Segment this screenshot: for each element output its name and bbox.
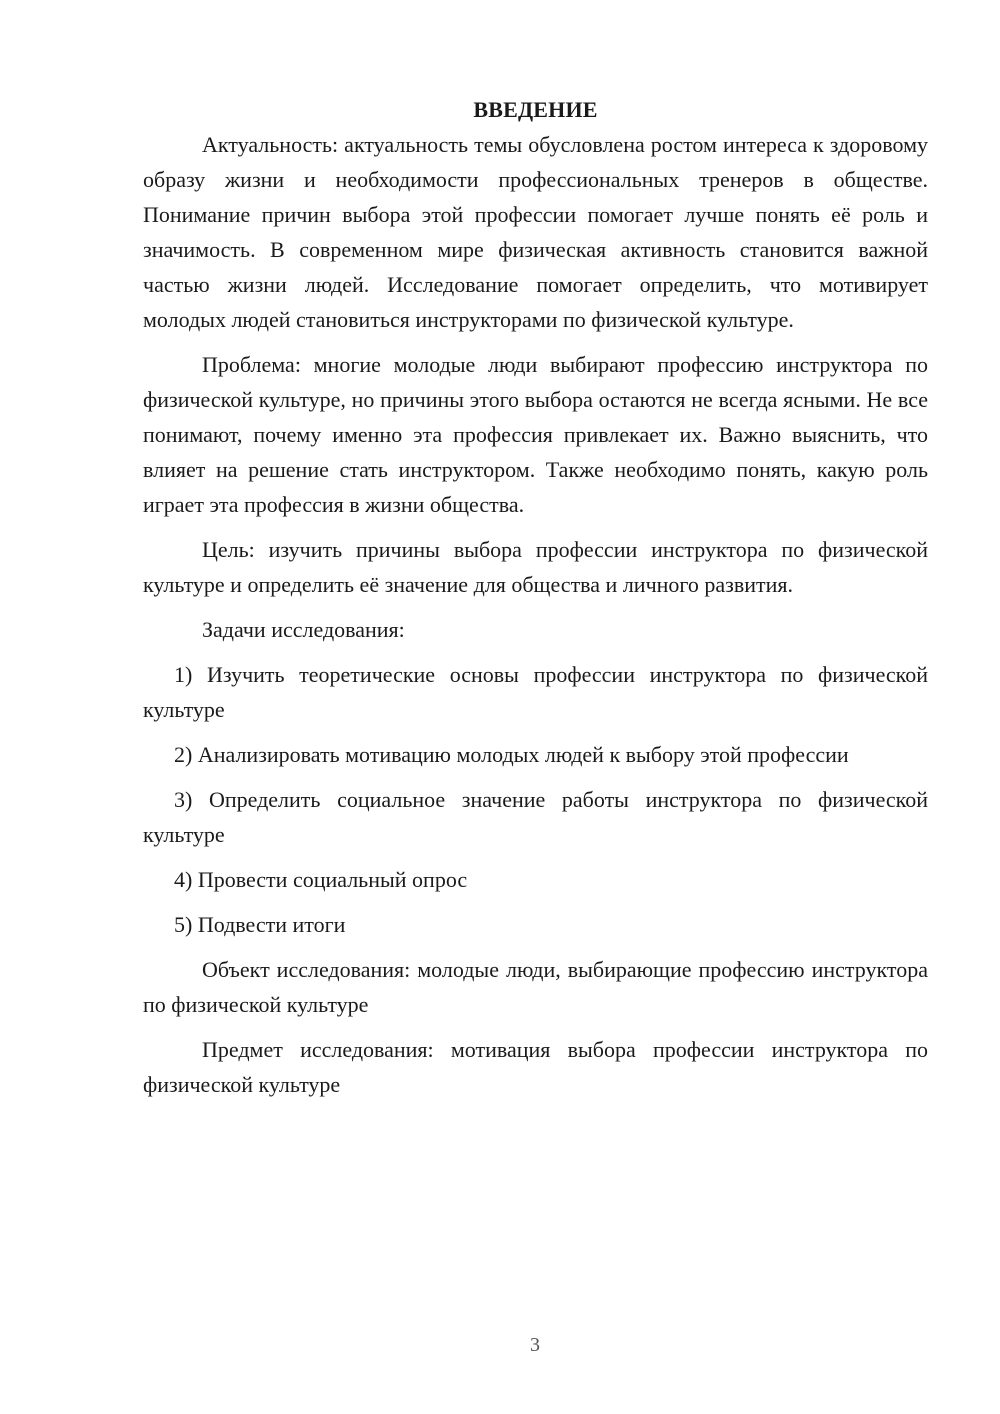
document-page — [143, 92, 928, 1102]
relevance-paragraph: Актуальность: актуальность темы обусловлена ростом интереса к здоровому образу жизни и необходимости профессиональных тренеров в обществе. Понимание причин выбора этой профессии помогает лучше понять её роль и значимость. В современном мире физическая активность становится важной частью жизни людей. Исследование помогает определить, что мотивирует молодых людей становиться инструкторами по физической культуре. — [143, 132, 928, 332]
object-paragraph: Объект исследования: молодые люди, выбирающие профессию инструктора по физической культуре — [143, 957, 928, 1017]
page-title: ВВЕДЕНИЕ — [473, 97, 598, 122]
task-item: 3) Определить социальное значение работы инструктора по физической культуре — [143, 787, 928, 847]
task-item: 5) Подвести итоги — [174, 912, 346, 937]
subject-paragraph: Предмет исследования: мотивация выбора профессии инструктора по физической культуре — [143, 1037, 928, 1097]
task-item: 2) Анализировать мотивацию молодых людей к выбору этой профессии — [174, 742, 849, 767]
task-item: 4) Провести социальный опрос — [174, 867, 468, 892]
tasks-heading: Задачи исследования: — [202, 617, 405, 642]
task-item: 1) Изучить теоретические основы профессии инструктора по физической культуре — [143, 662, 928, 722]
problem-paragraph: Проблема: многие молодые люди выбирают профессию инструктора по физической культуре, но причины этого выбора остаются не всегда ясными. Не все понимают, почему именно эта профессия привлекает их. Важно выяснить, что влияет на решение стать инструктором. Также необходимо понять, какую роль играет эта профессия в жизни общества. — [143, 352, 928, 517]
goal-paragraph: Цель: изучить причины выбора профессии инструктора по физической культуре и определить её значение для общества и личного развития. — [143, 537, 928, 597]
page-number: 3 — [530, 1334, 540, 1356]
